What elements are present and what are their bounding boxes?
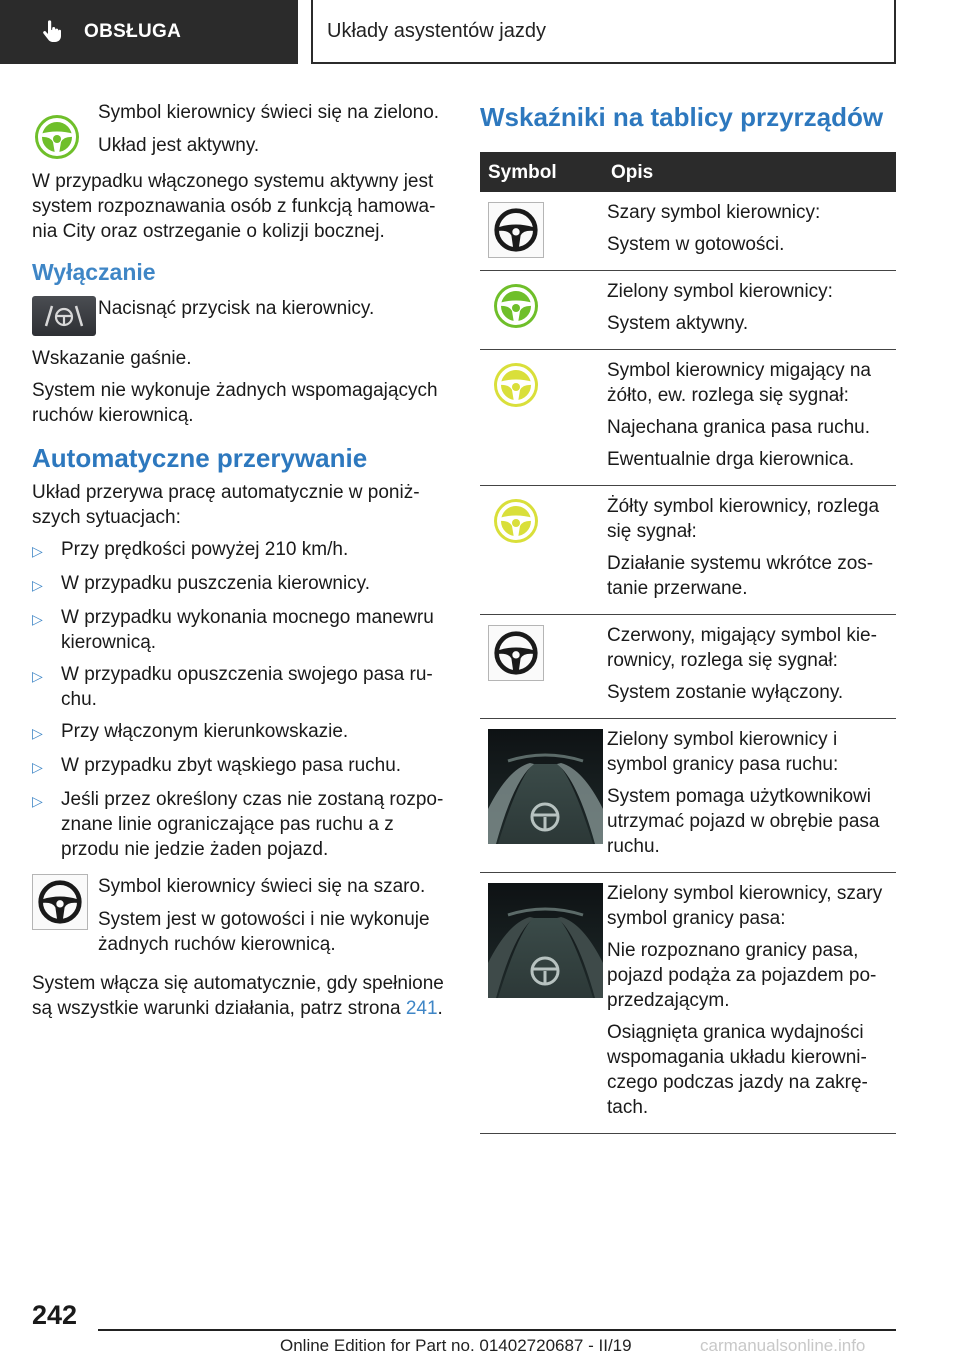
table-header-row (480, 152, 896, 192)
row-desc-line: Ewentualnie drga kierownica. (607, 449, 855, 470)
list-item: ▷ W przypadku wykonania mocnego manewru kierownicą. (32, 607, 434, 653)
table-row (480, 350, 896, 486)
header-tab (0, 0, 298, 64)
heading-switch-off: Wyłączanie (32, 259, 156, 285)
row-desc-line: Nie rozpoznano granicy pasa, pojazd podąża za pojazdem po-przedzającym. (607, 940, 877, 1011)
row-desc-line: Symbol kierownicy migający na żółto, ew. rozlega się sygnał: (607, 360, 871, 406)
left-column (32, 100, 444, 1028)
row-desc-line: Żółty symbol kierownicy, rozlega się sygnał: (607, 496, 880, 542)
steering-wheel-yellow-icon (491, 360, 541, 410)
row-desc-line: System zostanie wyłączony. (607, 682, 844, 703)
right-column (480, 100, 896, 1134)
grey-symbol-text: Symbol kierownicy świeci się na szaro. (98, 876, 426, 897)
chapter-label: OBSŁUGA (84, 21, 182, 42)
grey-symbol-block (32, 874, 444, 965)
row-desc-line: Zielony symbol kierownicy i symbol granicy pasa ruchu: (607, 729, 839, 775)
steering-wheel-grey-icon (488, 202, 544, 258)
list-item: ▷ W przypadku zbyt wąskiego pasa ruchu. (32, 755, 402, 776)
heading-auto-interrupt: Automatyczne przerywanie (32, 443, 368, 473)
steering-wheel-green-icon (491, 281, 541, 331)
list-item: ▷ Jeśli przez określony czas nie zostaną rozpo-znane linie ograniczające pas ruchu a z przodu nie jedzie żaden pojazd. (32, 789, 444, 860)
hand-pointer-icon (40, 20, 64, 44)
active-system-paragraph: W przypadku włączonego systemu aktywny jest system rozpoznawania osób z funkcją hamowa-nia City oraz ostrzeganie o kolizji bocznej. (32, 171, 436, 242)
footer-edition: Online Edition for Part no. 01402720687 - II/19 (280, 1336, 632, 1355)
list-item: ▷ Przy prędkości powyżej 210 km/h. (32, 539, 349, 560)
auto-intro-text: Układ przerywa pracę automatycznie w poniż-szych sytuacjach: (32, 482, 420, 528)
row-desc-line: Zielony symbol kierownicy, szary symbol granicy pasa: (607, 883, 883, 929)
footer-watermark: carmanualsonline.info (700, 1336, 866, 1355)
list-item: ▷ W przypadku opuszczenia swojego pasa ru-chu. (32, 664, 433, 710)
grey-symbol-status: System jest w gotowości i nie wykonuje żadnych ruchów kierownicą. (98, 909, 430, 955)
list-item: ▷ Przy włączonym kierunkowskazie. (32, 721, 349, 742)
page-title: Układy asystentów jazdy (327, 19, 546, 42)
table-row (480, 271, 896, 350)
row-desc-line: Osiągnięta granica wydajności wspomagania układu kierowni-czego podczas jazdy na zakrę-tach. (607, 1022, 868, 1118)
table-row (480, 873, 896, 1134)
row-desc-line: Najechana granica pasa ruchu. (607, 417, 871, 438)
section-title-indicators: Wskaźniki na tablicy przyrządów (480, 102, 884, 132)
table-row (480, 486, 896, 615)
no-steering-text: System nie wykonuje żadnych wspomagających ruchów kierownicą. (32, 380, 438, 426)
steering-wheel-yellow-icon (491, 496, 541, 546)
green-symbol-block (32, 100, 444, 169)
interrupt-conditions-list (32, 537, 444, 862)
lane-scene-icon (488, 729, 603, 844)
steering-wheel-red-icon (488, 625, 544, 681)
row-desc-line: System w gotowości. (607, 234, 785, 255)
green-symbol-status: Układ jest aktywny. (98, 135, 260, 156)
row-desc-line: Działanie systemu wkrótce zos-tanie przerwane. (607, 553, 874, 599)
list-item: ▷ W przypadku puszczenia kierownicy. (32, 573, 371, 594)
row-desc-line: System pomaga użytkownikowi utrzymać pojazd w obrębie pasa ruchu. (607, 786, 880, 857)
header-title-box (311, 0, 896, 64)
steering-wheel-grey-icon (32, 874, 88, 930)
green-symbol-text: Symbol kierownicy świeci się na zielono. (98, 102, 440, 123)
page-reference-link[interactable]: 241 (405, 998, 438, 1019)
row-desc-line: System aktywny. (607, 313, 749, 334)
table-row (480, 615, 896, 719)
button-block (32, 296, 444, 336)
column-header-symbol: Symbol (480, 152, 607, 192)
footer-divider (98, 1329, 896, 1331)
steering-wheel-green-icon (32, 112, 82, 162)
row-desc-line: Szary symbol kierownicy: (607, 202, 821, 223)
table-row (480, 719, 896, 873)
press-button-text: Nacisnąć przycisk na kierownicy. (98, 298, 375, 319)
column-header-description: Opis (607, 152, 896, 192)
page-number: 242 (32, 1300, 78, 1330)
table-row (480, 192, 896, 271)
row-desc-line: Zielony symbol kierownicy: (607, 281, 833, 302)
row-desc-line: Czerwony, migający symbol kie-rownicy, rozlega się sygnał: (607, 625, 877, 671)
lane-scene-grey-icon (488, 883, 603, 998)
steering-button-icon (32, 296, 96, 336)
indicator-table (480, 152, 896, 1134)
indicator-off-text: Wskazanie gaśnie. (32, 348, 192, 369)
auto-on-paragraph: System włącza się automatycznie, gdy spełnione są wszystkie warunki działania, patrz strona 241. (32, 973, 444, 1019)
